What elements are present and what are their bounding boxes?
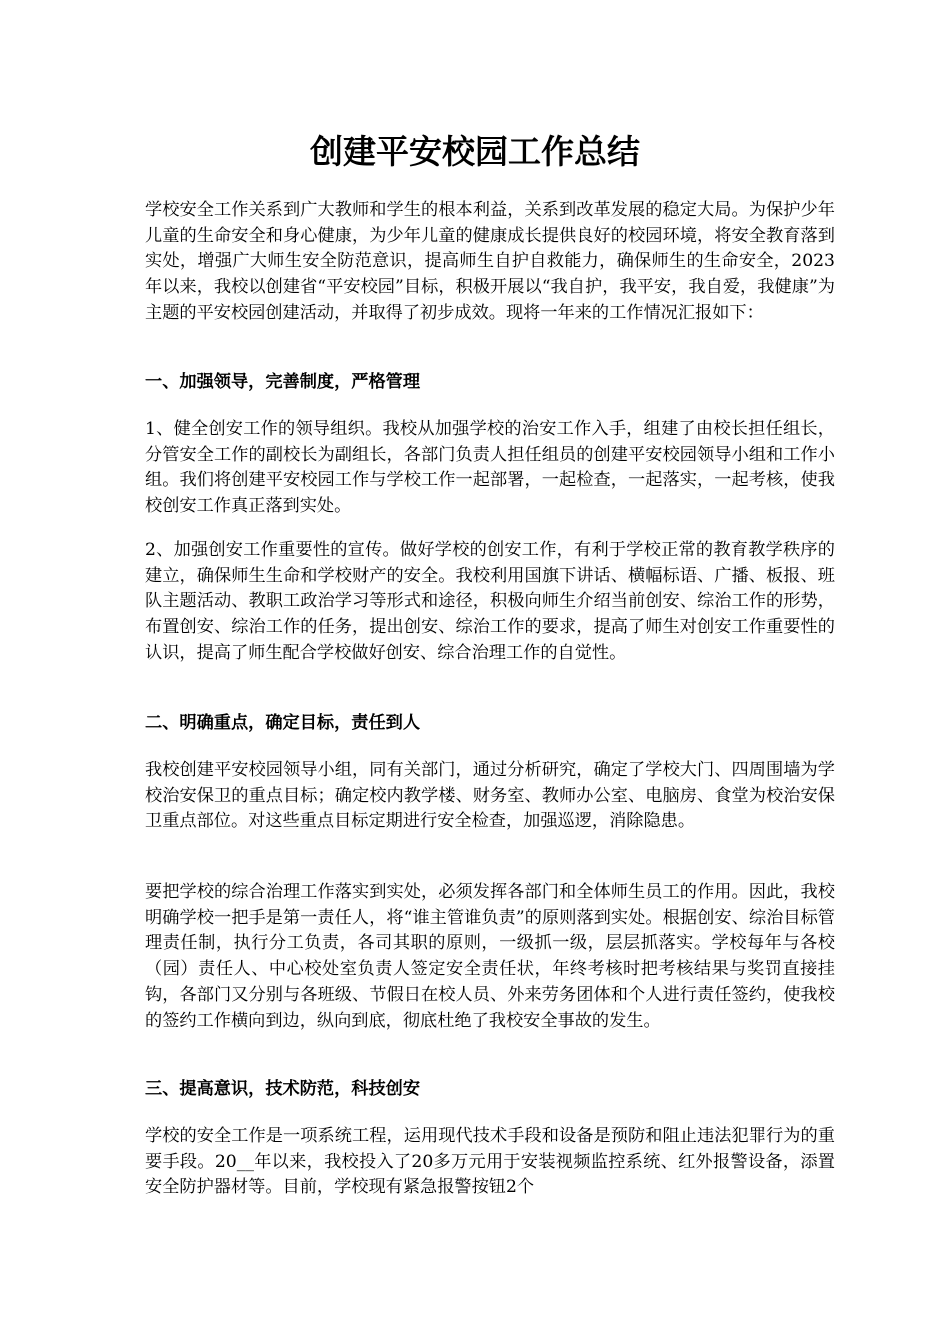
body-paragraph: 要把学校的综合治理工作落实到实处，必须发挥各部门和全体师生员工的作用。因此，我校明确学校一把手是第一责任人，将“谁主管谁负责”的原则落到实处。根据创安、综治目标管理责任制，执行分工负责，各司其职的原则，一级抓一级，层层抓落实。学校每年与各校（园）责任人、中心校处室负责人签定安全责任状，年终考核时把考核结果与奖罚直接挂钩，各部门又分别与各班级、节假日在校人员、外来劳务团体和个人进行责任签约，使我校的签约工作横向到边，纵向到底，彻底杜绝了我校安全事故的发生。 (145, 882, 835, 1031)
section-heading-2: 二、明确重点，确定目标，责任到人 (145, 713, 421, 733)
section-heading-1: 一、加强领导，完善制度，严格管理 (145, 372, 421, 392)
intro-paragraph: 学校安全工作关系到广大教师和学生的根本利益，关系到改革发展的稳定大局。为保护少年儿童的生命安全和身心健康，为少年儿童的健康成长提供良好的校园环境，将安全教育落到实处，增强广大师生安全防范意识，提高师生自护自救能力，确保师生的生命安全，2023年以来，我校以创建省“平安校园”目标，积极开展以“我自护，我平安，我自爱，我健康”为主题的平安校园创建活动，并取得了初步成效。现将一年来的工作情况汇报如下： (145, 200, 835, 323)
section-heading-3: 三、提高意识，技术防范，科技创安 (145, 1079, 421, 1099)
body-paragraph: 1、健全创安工作的领导组织。我校从加强学校的治安工作入手，组建了由校长担任组长，分管安全工作的副校长为副组长，各部门负责人担任组员的创建平安校园领导小组和工作小组。我们将创建平安校园工作与学校工作一起部署，一起检查，一起落实，一起考核，使我校创安工作真正落到实处。 (145, 419, 835, 517)
body-paragraph: 学校的安全工作是一项系统工程，运用现代技术手段和设备是预防和阻止违法犯罪行为的重要手段。20__年以来，我校投入了20多万元用于安装视频监控系统、红外报警设备，添置安全防护器材等。目前，学校现有紧急报警按钮2个 (145, 1126, 835, 1198)
body-paragraph: 2、加强创安工作重要性的宣传。做好学校的创安工作，有利于学校正常的教育教学秩序的建立，确保师生生命和学校财产的安全。我校利用国旗下讲话、横幅标语、广播、板报、班队主题活动、教职工政治学习等形式和途径，积极向师生介绍当前创安、综治工作的形势，布置创安、综治工作的任务，提出创安、综治工作的要求，提高了师生对创安工作重要性的认识，提高了师生配合学校做好创安、综合治理工作的自觉性。 (145, 540, 835, 663)
body-paragraph: 我校创建平安校园领导小组，同有关部门，通过分析研究，确定了学校大门、四周围墙为学校治安保卫的重点目标；确定校内教学楼、财务室、教师办公室、电脑房、食堂为校治安保卫重点部位。对这些重点目标定期进行安全检查，加强巡逻，消除隐患。 (145, 760, 835, 832)
document-title: 创建平安校园工作总结 (310, 132, 640, 171)
